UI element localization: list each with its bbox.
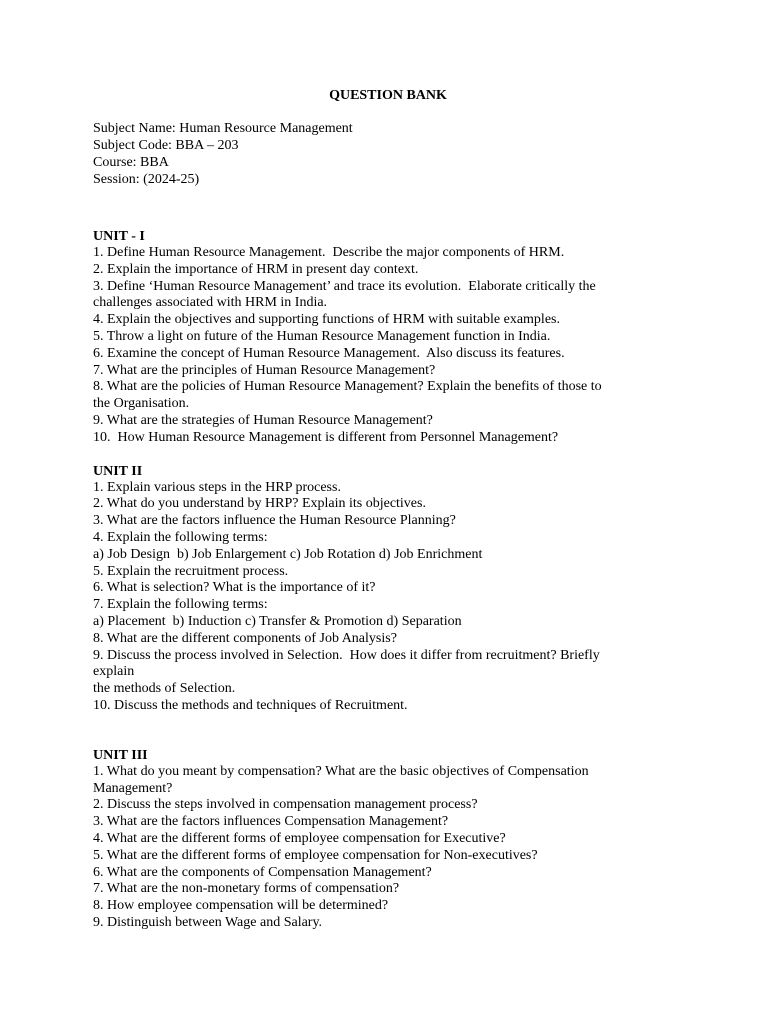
- question-line: 5. Throw a light on future of the Human Resource Management function in India.: [93, 328, 551, 344]
- subject-meta: [93, 120, 673, 188]
- question-line: Management?: [93, 780, 173, 796]
- question-line: the Organisation.: [93, 396, 190, 412]
- subject-name: Subject Name: Human Resource Management: [93, 121, 353, 136]
- question-line: 3. Define ‘Human Resource Management’ and trace its evolution. Elaborate critically the: [93, 278, 596, 294]
- question-line: 3. What are the factors influences Compensation Management?: [93, 814, 449, 830]
- question-line: 4. Explain the following terms:: [93, 529, 268, 545]
- unit-section: [93, 463, 673, 715]
- question-line: 8. How employee compensation will be determined?: [93, 898, 389, 914]
- question-line: 1. What do you meant by compensation? What are the basic objectives of Compensation: [93, 763, 589, 779]
- question-line: 7. What are the principles of Human Resource Management?: [93, 362, 436, 378]
- question-line: 1. Explain various steps in the HRP process.: [93, 479, 341, 495]
- unit-heading: UNIT - I: [93, 229, 145, 244]
- question-line: 4. Explain the objectives and supporting functions of HRM with suitable examples.: [93, 312, 560, 328]
- document-title: QUESTION BANK: [329, 88, 447, 103]
- question-line: 4. What are the different forms of employee compensation for Executive?: [93, 830, 506, 846]
- question-line: 8. What are the different components of Job Analysis?: [93, 630, 397, 646]
- question-line: explain: [93, 664, 135, 680]
- question-line: 6. What are the components of Compensation Management?: [93, 864, 432, 880]
- question-line: 6. Examine the concept of Human Resource Management. Also discuss its features.: [93, 345, 565, 361]
- question-line: 9. What are the strategies of Human Resource Management?: [93, 412, 433, 428]
- question-line: 6. What is selection? What is the importance of it?: [93, 580, 376, 596]
- question-line: 10. How Human Resource Management is different from Personnel Management?: [93, 429, 559, 445]
- question-line: a) Placement b) Induction c) Transfer & Promotion d) Separation: [93, 613, 462, 629]
- question-line: 9. Distinguish between Wage and Salary.: [93, 914, 323, 930]
- question-line: 7. Explain the following terms:: [93, 597, 268, 613]
- question-line: 2. What do you understand by HRP? Explain its objectives.: [93, 496, 426, 512]
- question-line: 5. What are the different forms of employee compensation for Non-executives?: [93, 847, 538, 863]
- unit-heading: UNIT III: [93, 747, 148, 763]
- question-line: challenges associated with HRM in India.: [93, 295, 328, 311]
- unit-section: [93, 228, 673, 447]
- question-line: the methods of Selection.: [93, 681, 236, 697]
- subject-code: Subject Code: BBA – 203: [93, 138, 239, 153]
- question-line: a) Job Design b) Job Enlargement c) Job Rotation d) Job Enrichment: [93, 546, 483, 562]
- document-page: [93, 87, 673, 932]
- question-line: 2. Discuss the steps involved in compensation management process?: [93, 797, 478, 813]
- session: Session: (2024-25): [93, 172, 200, 187]
- question-line: 3. What are the factors influence the Human Resource Planning?: [93, 513, 456, 529]
- question-line: 2. Explain the importance of HRM in present day context.: [93, 261, 419, 277]
- question-line: 8. What are the policies of Human Resource Management? Explain the benefits of those to: [93, 379, 602, 395]
- unit-heading: UNIT II: [93, 463, 143, 479]
- question-line: 10. Discuss the methods and techniques of Recruitment.: [93, 697, 408, 713]
- question-line: 5. Explain the recruitment process.: [93, 563, 289, 579]
- question-line: 9. Discuss the process involved in Selection. How does it differ from recruitment? Briefly: [93, 647, 600, 663]
- question-line: 1. Define Human Resource Management. Describe the major components of HRM.: [93, 245, 565, 260]
- unit-section: [93, 747, 673, 932]
- question-line: 7. What are the non-monetary forms of compensation?: [93, 881, 400, 897]
- course: Course: BBA: [93, 155, 169, 170]
